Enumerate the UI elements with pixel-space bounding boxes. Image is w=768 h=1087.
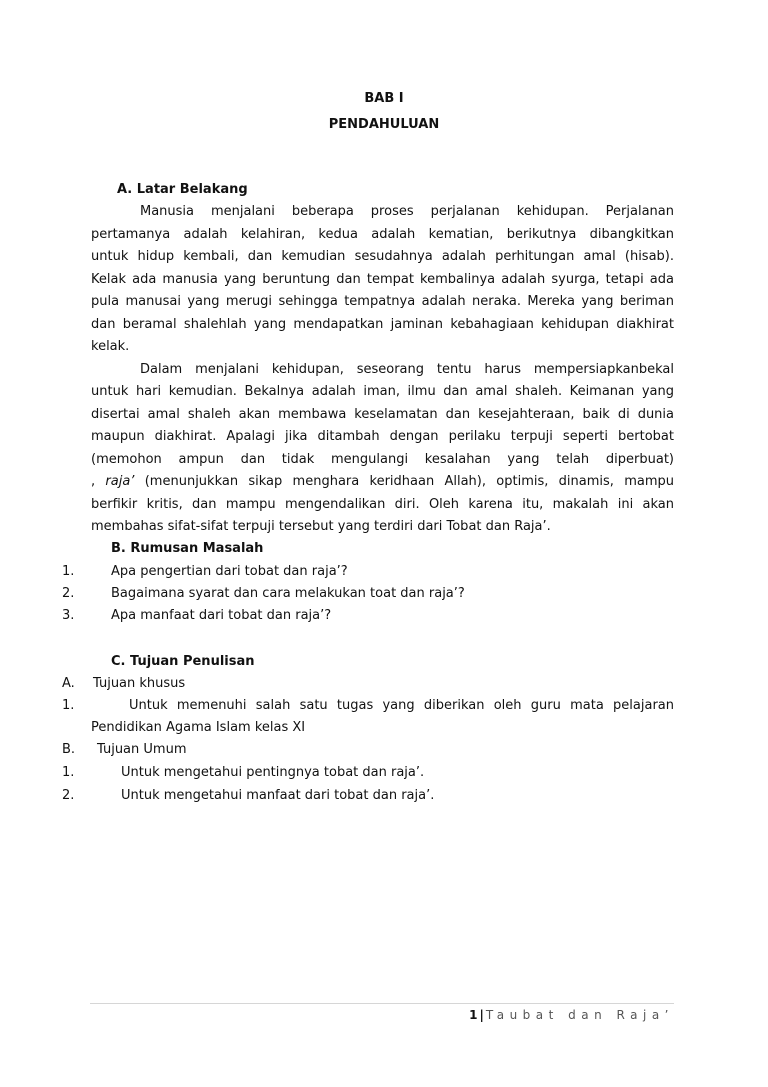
line-rest: (menunjukkan sikap menghara keridhaan Allah), optimis, dinamis, mampu <box>134 474 674 489</box>
paragraph-line: maupun diakhirat. Apalagi jika ditambah dengan perilaku terpuji seperti bertobat <box>91 429 674 444</box>
chapter-label: BAB I <box>364 91 404 106</box>
paragraph-line: membahas sifat-sifat terpuji tersebut yang terdiri dari Tobat dan Raja’. <box>91 519 551 534</box>
sub-heading: Tujuan Umum <box>97 742 187 757</box>
sub-label: A. <box>62 676 75 691</box>
sub-heading: Tujuan khusus <box>93 676 186 691</box>
list-item-continuation: Pendidikan Agama Islam kelas XI <box>91 720 306 735</box>
section-c-heading: C. Tujuan Penulisan <box>111 654 255 669</box>
page-number: 1 <box>469 1008 478 1022</box>
list-number: 1. <box>62 564 75 579</box>
paragraph-line: disertai amal shaleh akan membawa keselamatan dan kesejahteraan, baik di dunia <box>91 407 674 422</box>
line-prefix: , <box>91 474 106 489</box>
section-b-heading: B. Rumusan Masalah <box>111 541 264 556</box>
paragraph-line: Kelak ada manusia yang beruntung dan tempat kembalinya adalah syurga, tetapi ada <box>91 272 674 287</box>
section-a-heading: A. Latar Belakang <box>117 182 248 197</box>
list-item: Apa pengertian dari tobat dan raja’? <box>111 564 348 579</box>
chapter-title: PENDAHULUAN <box>328 117 440 132</box>
paragraph-line: pula manusai yang merugi sehingga tempatnya adalah neraka. Mereka yang beriman <box>91 294 674 309</box>
list-number: 2. <box>62 586 75 601</box>
list-number: 1. <box>62 698 75 713</box>
footer-separator: | <box>479 1008 484 1022</box>
paragraph-line: untuk hari kemudian. Bekalnya adalah iman, ilmu dan amal shaleh. Keimanan yang <box>91 384 674 399</box>
paragraph-line: untuk hidup kembali, dan kemudian sesudahnya adalah perhitungan amal (hisab). <box>91 249 674 264</box>
list-item: Bagaimana syarat dan cara melakukan toat dan raja’? <box>111 586 465 601</box>
list-item: Untuk mengetahui pentingnya tobat dan raja’. <box>121 765 425 780</box>
page-footer <box>469 1008 674 1022</box>
list-number: 1. <box>62 765 75 780</box>
list-item: Apa manfaat dari tobat dan raja’? <box>111 608 332 623</box>
paragraph-line: kelak. <box>91 339 130 354</box>
paragraph-line: Dalam menjalani kehidupan, seseorang tentu harus mempersiapkanbekal <box>140 362 674 377</box>
sub-label: B. <box>62 742 76 757</box>
paragraph-line: Manusia menjalani beberapa proses perjalanan kehidupan. Perjalanan <box>140 204 674 219</box>
paragraph-line: berfikir kritis, dan mampu mengendalikan diri. Oleh karena itu, makalah ini akan <box>91 497 674 512</box>
paragraph-line: dan beramal shalehlah yang mendapatkan jaminan kebahagiaan kehidupan diakhirat <box>91 317 674 332</box>
list-number: 3. <box>62 608 75 623</box>
italic-term: raja’ <box>105 474 135 489</box>
footer-divider <box>90 1003 674 1004</box>
paragraph-line <box>91 474 674 489</box>
list-item: Untuk memenuhi salah satu tugas yang diberikan oleh guru mata pelajaran <box>129 698 674 713</box>
paragraph-line: (memohon ampun dan tidak mengulangi kesalahan yang telah diperbuat) <box>91 452 674 467</box>
list-number: 2. <box>62 788 75 803</box>
paragraph-line: pertamanya adalah kelahiran, kedua adalah kematian, berikutnya dibangkitkan <box>91 227 674 242</box>
running-title: Taubat dan Raja’ <box>485 1008 674 1022</box>
list-item: Untuk mengetahui manfaat dari tobat dan raja’. <box>121 788 435 803</box>
